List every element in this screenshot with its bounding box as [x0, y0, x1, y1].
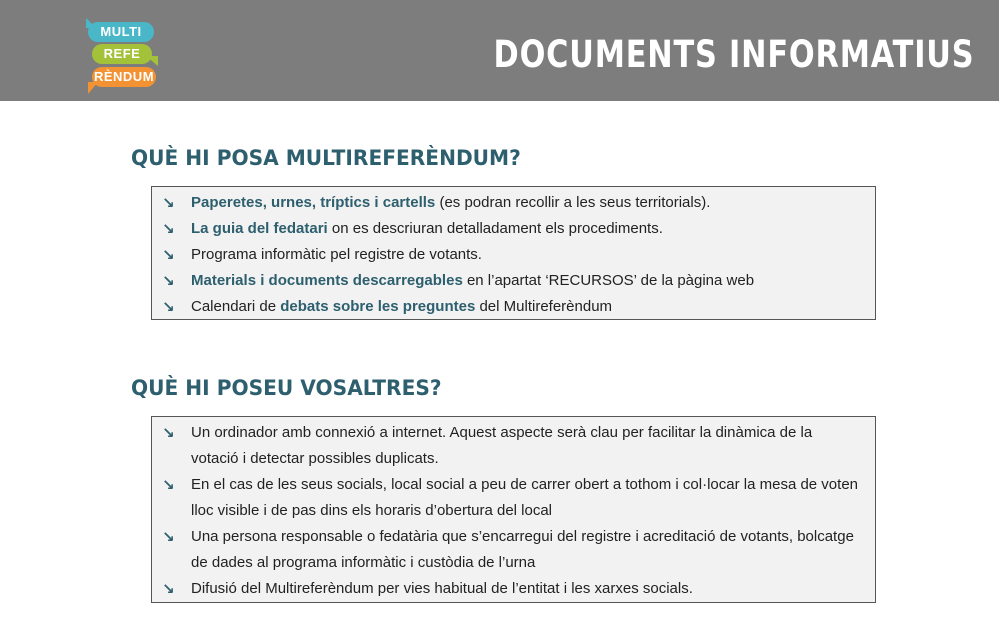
arrow-down-right-icon: ↘	[162, 476, 175, 494]
arrow-down-right-icon: ↘	[162, 580, 175, 598]
item-text: del Multireferèndum	[475, 298, 613, 315]
item-text: on es descriuran detalladament els procediments.	[327, 220, 663, 237]
item-text-prefix: Calendari de	[191, 298, 281, 315]
arrow-down-right-icon: ↘	[162, 220, 175, 238]
logo-bubble-rendum: RÈNDUM	[92, 67, 156, 87]
list-item	[152, 216, 875, 242]
item-text: Programa informàtic pel registre de votants.	[191, 246, 482, 263]
item-text: En el cas de les seus socials, local social a peu de carrer obert a tothom i col·locar la mesa de voten lloc visible i de pas dins els horaris d’obertura del local	[191, 476, 859, 519]
list-item	[152, 294, 875, 320]
item-text: Una persona responsable o fedatària que s’encarregui del registre i acreditació de votants, bolcatge de dades al programa informàtic i custòdia de l’urna	[191, 528, 854, 571]
arrow-down-right-icon: ↘	[162, 246, 175, 264]
item-highlight: Paperetes, urnes, tríptics i cartells	[191, 194, 436, 211]
arrow-down-right-icon: ↘	[162, 194, 175, 212]
item-text: (es podran recollir a les seus territorials).	[435, 194, 711, 211]
item-text: Difusió del Multireferèndum per vies habitual de l’entitat i les xarxes socials.	[191, 580, 693, 597]
list-item	[152, 576, 875, 602]
arrow-down-right-icon: ↘	[162, 272, 175, 290]
item-text: Un ordinador amb connexió a internet. Aquest aspecte serà clau per facilitar la dinàmica de la votació i detectar possibles duplicats.	[191, 424, 813, 467]
logo-bubble-multi: MULTI	[88, 22, 154, 42]
section-title-vosaltres: QUÈ HI POSEU VOSALTRES?	[131, 376, 442, 400]
section-title-multireferendum: QUÈ HI POSA MULTIREFERÈNDUM?	[131, 146, 521, 170]
page-title: DOCUMENTS INFORMATIUS	[493, 33, 974, 76]
list-item	[152, 268, 875, 294]
arrow-down-right-icon: ↘	[162, 424, 175, 442]
list-item	[152, 242, 875, 268]
item-highlight: Materials i documents descarregables	[191, 272, 463, 289]
item-highlight: debats sobre les preguntes	[280, 298, 476, 315]
logo-bubble-refe: REFE	[92, 44, 152, 64]
you-provide-box	[151, 416, 876, 603]
arrow-down-right-icon: ↘	[162, 528, 175, 546]
list-item	[152, 190, 875, 216]
list-item	[152, 420, 875, 472]
item-highlight: La guia del fedatari	[191, 220, 328, 237]
list-item	[152, 472, 875, 524]
item-text: en l’apartat ‘RECURSOS’ de la pàgina web	[462, 272, 755, 289]
multireferendum-provides-box	[151, 186, 876, 320]
list-item	[152, 524, 875, 576]
multireferendum-logo	[84, 18, 166, 98]
page-header	[0, 0, 999, 101]
arrow-down-right-icon: ↘	[162, 298, 175, 316]
